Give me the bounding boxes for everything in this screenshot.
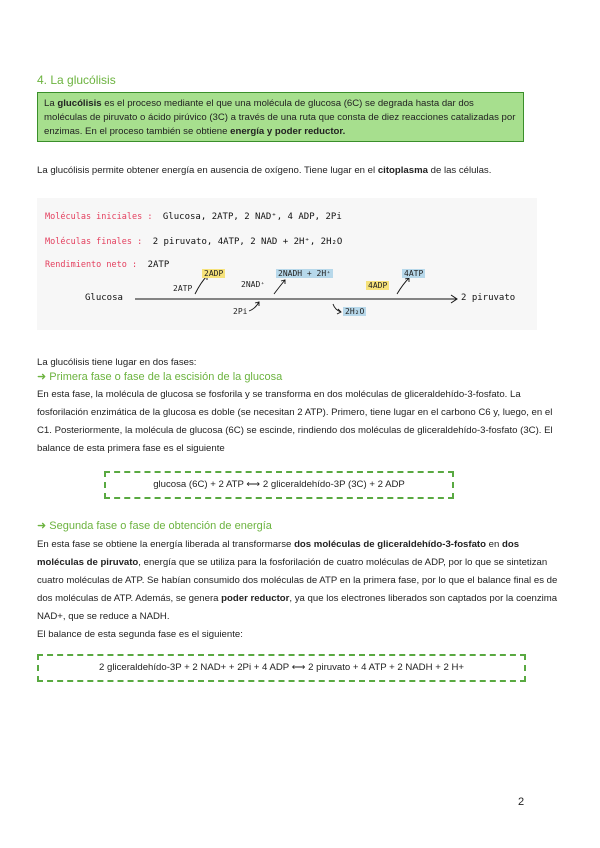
section-title: 4. La glucólisis	[37, 73, 116, 87]
intro-text: La glucólisis permite obtener energía en ausencia de oxígeno. Tiene lugar en el	[37, 165, 378, 176]
phase2-balance-intro: El balance de esta segunda fase es el siguiente:	[37, 629, 243, 640]
phase2-paragraph	[37, 536, 563, 644]
diagram-arrows	[37, 198, 537, 330]
tag-2adp: 2ADP	[204, 269, 224, 278]
phase2-text: , energía que se utiliza para la fosforilación de cuatro moléculas de ADP, por lo que se sintetizan cuatro moléculas de ATP. Se habían consumido dos moléculas de ATP en la primera fase, por lo que el balance final es de dos moléculas de ATP. Además, se genera	[37, 557, 558, 604]
phase2-text: En esta fase se obtiene la energía liberada al transformarse	[37, 539, 295, 550]
diagram-start: Glucosa	[85, 293, 123, 303]
tag-2pi: 2Pi	[233, 307, 248, 316]
definition-term: glucólisis	[57, 98, 102, 109]
diagram-label: Moléculas iniciales :	[45, 212, 153, 222]
phase1-equation: glucosa (6C) + 2 ATP ⟷ 2 gliceraldehído-3P (3C) + 2 ADP	[104, 471, 454, 499]
diagram-label: Moléculas finales :	[45, 237, 143, 247]
definition-highlight: energía y poder reductor.	[230, 126, 346, 137]
diagram-value: 2 piruvato, 4ATP, 2 NAD + 2H⁺, 2H₂O	[152, 237, 343, 247]
tag-2nad: 2NAD⁺	[241, 280, 266, 289]
phase1-heading: ➜ Primera fase o fase de la escisión de la glucosa	[37, 371, 283, 383]
phase2-text: en	[485, 539, 502, 550]
diagram-label: Rendimiento neto :	[45, 260, 138, 270]
tag-2nadh: 2NADH + 2H⁺	[278, 269, 331, 278]
diagram-value: 2ATP	[147, 260, 170, 270]
phases-intro: La glucólisis tiene lugar en dos fases:	[37, 357, 197, 368]
definition-box	[37, 92, 524, 142]
phase2-heading: ➜ Segunda fase o fase de obtención de energía	[37, 520, 272, 532]
tag-2h2o: 2H₂O	[345, 307, 365, 316]
intro-text: de las células.	[427, 165, 492, 176]
diagram-end: 2 piruvato	[461, 293, 516, 303]
tag-4adp: 4ADP	[368, 281, 388, 290]
page-number: 2	[518, 796, 525, 808]
tag-4atp: 4ATP	[404, 269, 424, 278]
phase2-highlight: dos moléculas de piruvato	[37, 539, 520, 568]
diagram-value: Glucosa, 2ATP, 2 NAD⁺, 4 ADP, 2Pi	[162, 212, 342, 222]
phase1-paragraph: En esta fase, la molécula de glucosa se fosforila y se transforma en dos moléculas de gliceraldehído-3-fosfato. La fosforilación enzimática de la glucosa es doble (se necesitan 2 ATP). Primero, tiene lugar en el carbono C6 y, luego, en el C1. Posteriormente, la molécula de glucosa (6C) se escinde, rindiendo dos moléculas de gliceraldehído-3-fosfato (3C). El balance de esta primera fase es el siguiente	[37, 389, 553, 454]
phase2-equation: 2 gliceraldehído-3P + 2 NAD+ + 2Pi + 4 ADP ⟷ 2 piruvato + 4 ATP + 2 NADH + 2 H+	[37, 654, 526, 682]
phase2-highlight: dos moléculas de gliceraldehído-3-fosfato	[294, 539, 486, 550]
phase2-highlight: poder reductor	[221, 593, 290, 604]
intro-highlight: citoplasma	[377, 165, 428, 176]
definition-text: es el proceso mediante el que una molécula de glucosa (6C) se degrada hasta dar dos moléculas de piruvato o ácido pirúvico (3C) a través de una ruta que consta de diez reacciones catalizadas por enzimas. En el proceso también se obtiene	[44, 98, 516, 137]
phase2-text: , ya que los electrones liberados son captados por la coenzima NAD+, que se reduce a NADH.	[37, 593, 558, 622]
definition-text: La	[44, 98, 58, 109]
intro-paragraph	[37, 162, 557, 180]
tag-2atp: 2ATP	[173, 284, 193, 293]
glycolysis-diagram	[37, 198, 537, 330]
